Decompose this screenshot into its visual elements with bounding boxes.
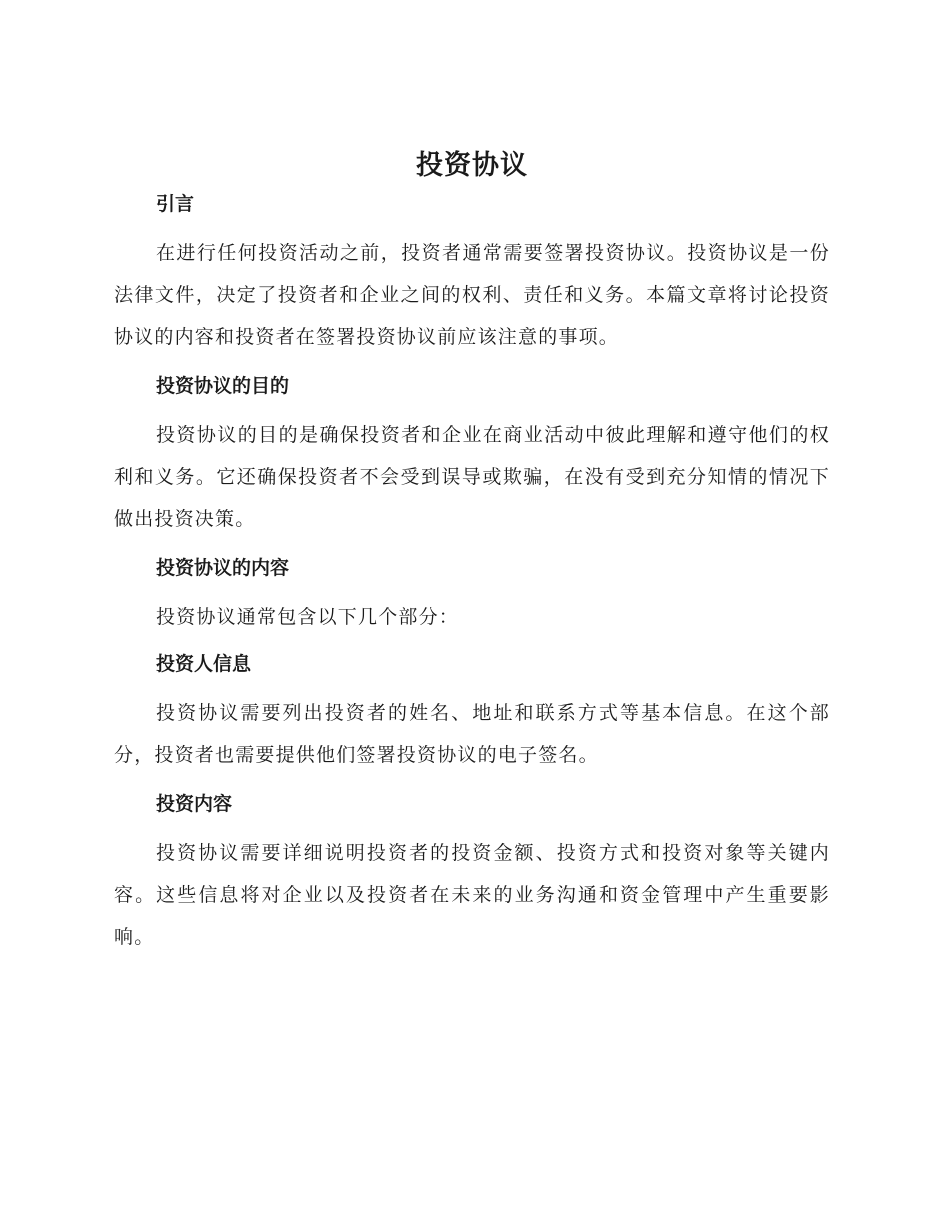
section-heading-investment-content: 投资内容	[156, 793, 233, 815]
section-heading-intro: 引言	[156, 193, 195, 215]
section-paragraph-investment-content: 投资协议需要详细说明投资者的投资金额、投资方式和投资对象等关键内容。这些信息将对企业以及投资者在未来的业务沟通和资金管理中产生重要影响。	[114, 842, 830, 948]
section-heading-investor-info: 投资人信息	[156, 653, 252, 675]
document-title: 投资协议	[416, 150, 528, 181]
section-paragraph-intro: 在进行任何投资活动之前，投资者通常需要签署投资协议。投资协议是一份法律文件，决定了投资者和企业之间的权利、责任和义务。本篇文章将讨论投资协议的内容和投资者在签署投资协议前应该注意的事项。	[114, 242, 830, 348]
section-heading-purpose: 投资协议的目的	[156, 375, 290, 397]
section-paragraph-purpose: 投资协议的目的是确保投资者和企业在商业活动中彼此理解和遵守他们的权利和义务。它还确保投资者不会受到误导或欺骗，在没有受到充分知情的情况下做出投资决策。	[114, 424, 830, 530]
document-page	[114, 140, 830, 958]
section-heading-contents: 投资协议的内容	[156, 557, 290, 579]
section-paragraph-contents: 投资协议通常包含以下几个部分：	[156, 606, 460, 628]
section-paragraph-investor-info: 投资协议需要列出投资者的姓名、地址和联系方式等基本信息。在这个部分，投资者也需要提供他们签署投资协议的电子签名。	[114, 702, 830, 766]
